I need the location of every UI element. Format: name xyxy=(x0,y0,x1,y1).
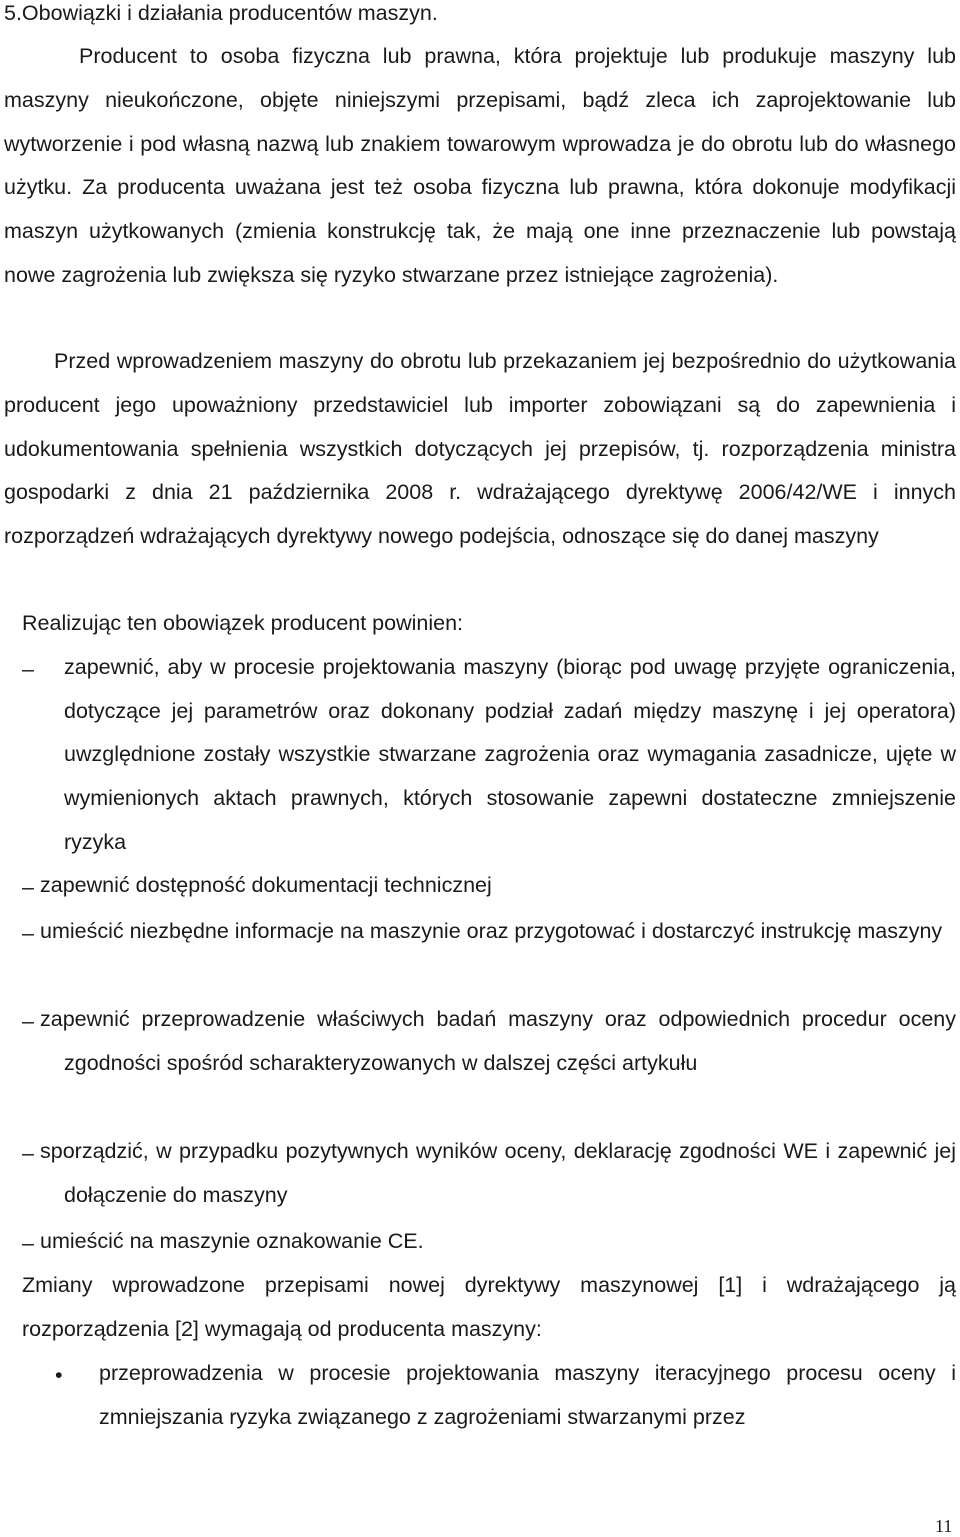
list-item-text-content: sporządzić, w przypadku pozytywnych wyników oceny, deklarację zgodności WE i zapewnić jej dołączenie do maszyny xyxy=(40,1139,956,1207)
paragraph-obligations: Przed wprowadzeniem maszyny do obrotu lub przekazaniem jej bezpośrednio do użytkowania producent jego upoważniony przedstawiciel lub importer zobowiązani są do zapewnienia i udokumentowania spełnienia wszystkich dotyczących jej przepisów, tj. rozporządzenia ministra gospodarki z dnia 21 października 2008 r. wdrażającego dyrektywę 2006/42/WE i innych rozporządzeń wdrażających dyrektywy nowego podejścia, odnoszące się do danej maszyny xyxy=(4,349,956,549)
dash-marker: – xyxy=(22,657,34,681)
bullet-item-text: przeprowadzenia w procesie projektowania maszyny iteracyjnego procesu oceny i zmniejszania ryzyka związanego z zagrożeniami stwarzanymi przez xyxy=(99,1361,956,1429)
bullet-marker: • xyxy=(55,1363,63,1387)
dash-marker: – xyxy=(22,1231,34,1255)
section-heading: 5.Obowiązki i działania producentów maszyn. xyxy=(4,1,438,25)
list-item-text: umieścić na maszynie oznakowanie CE. xyxy=(40,1229,424,1253)
dash-marker: – xyxy=(22,875,34,899)
dash-marker: – xyxy=(22,1141,34,1165)
dash-marker: – xyxy=(22,1009,34,1033)
list-item-text xyxy=(40,998,956,1085)
list-item-text: zapewnić dostępność dokumentacji technicznej xyxy=(40,873,492,897)
list-item-text xyxy=(40,1130,956,1217)
list-intro: Realizując ten obowiązek producent powinien: xyxy=(22,611,464,635)
dash-marker: – xyxy=(22,921,34,945)
paragraph-directive-changes: Zmiany wprowadzone przepisami nowej dyrektywy maszynowej [1] i wdrażającego ją rozporządzenia [2] wymagają od producenta maszyny: xyxy=(22,1273,956,1341)
paragraph-producer-definition: Producent to osoba fizyczna lub prawna, która projektuje lub produkuje maszyny lub maszyny nieukończone, objęte niniejszymi przepisami, bądź zleca ich zaprojektowanie lub wytworzenie i pod własną nazwą lub znakiem towarowym wprowadza je do obrotu lub do własnego użytku. Za producenta uważana jest też osoba fizyczna lub prawna, która dokonuje modyfikacji maszyn użytkowanych (zmienia konstrukcję tak, że mają one inne przeznaczenie lub powstają nowe zagrożenia lub zwiększa się ryzyko stwarzane przez istniejące zagrożenia). xyxy=(4,44,956,287)
list-item-text-content: zapewnić przeprowadzenie właściwych badań maszyny oraz odpowiednich procedur oceny zgodności spośród scharakteryzowanych w dalszej części artykułu xyxy=(40,1007,956,1075)
list-item-text xyxy=(40,910,956,954)
page-number: 11 xyxy=(935,1516,953,1536)
list-item-text-content: umieścić niezbędne informacje na maszynie oraz przygotować i dostarczyć instrukcję maszyny xyxy=(40,919,943,943)
list-item-text: zapewnić, aby w procesie projektowania maszyny (biorąc pod uwagę przyjęte ograniczenia, dotyczące jej parametrów oraz dokonany podział zadań między maszynę i jej operatora) uwzględnione zostały wszystkie stwarzane zagrożenia oraz wymagania zasadnicze, ujęte w wymienionych aktach prawnych, których stosowanie zapewni dostateczne zmniejszenie ryzyka xyxy=(64,655,956,854)
